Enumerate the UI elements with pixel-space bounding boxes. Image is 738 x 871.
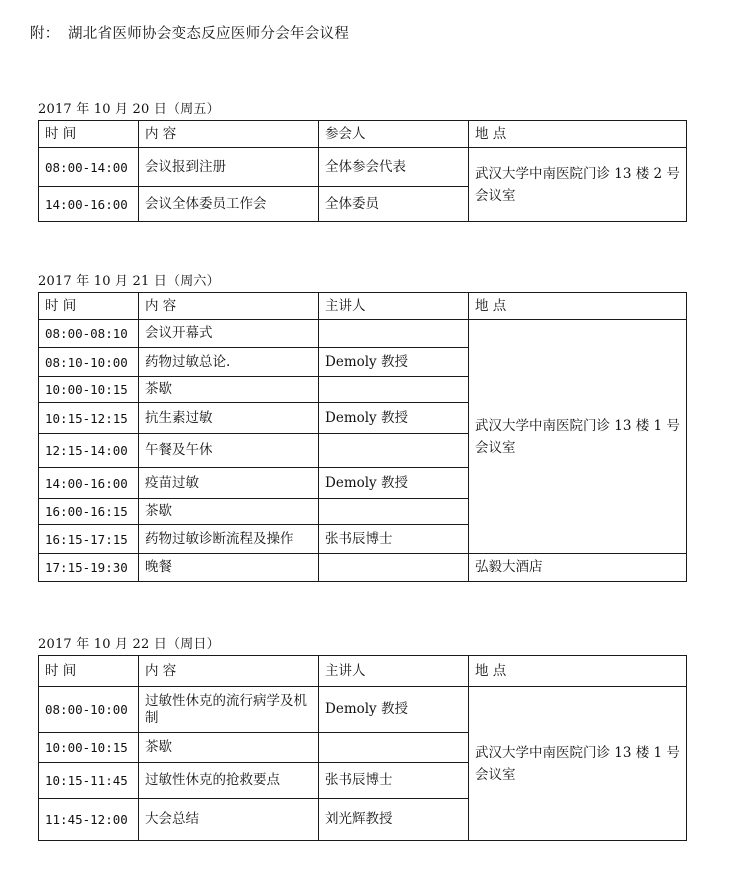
day-block-2 [38, 270, 686, 582]
row-time: 14:00-16:00 [39, 187, 139, 222]
day-heading: 2017 年 10 月 21 日（周六） [38, 274, 220, 289]
title-prefix: 附： [30, 26, 60, 42]
row-content: 茶歇 [139, 377, 319, 403]
header-time: 时 间 [39, 121, 139, 148]
day-heading: 2017 年 10 月 22 日（周日） [38, 637, 220, 652]
row-time: 08:00-08:10 [39, 320, 139, 348]
row-person: Demoly 教授 [319, 403, 469, 434]
row-person [319, 377, 469, 403]
row-person: 全体委员 [319, 187, 469, 222]
row-person: 张书辰博士 [319, 763, 469, 799]
row-content: 药物过敏诊断流程及操作 [139, 525, 319, 554]
row-time: 16:00-16:15 [39, 499, 139, 525]
header-location: 地 点 [469, 121, 687, 148]
table-row [39, 687, 687, 733]
row-person [319, 499, 469, 525]
table-row [39, 554, 687, 582]
row-location: 弘毅大酒店 [469, 554, 687, 582]
row-location: 武汉大学中南医院门诊 13 楼 2 号会议室 [469, 148, 687, 222]
row-content: 过敏性休克的流行病学及机制 [139, 687, 319, 733]
table-header-row [39, 293, 687, 320]
page-title [30, 22, 349, 43]
row-time: 10:00-10:15 [39, 377, 139, 403]
row-content: 疫苗过敏 [139, 468, 319, 499]
schedule-table [38, 655, 687, 841]
row-time: 17:15-19:30 [39, 554, 139, 582]
row-content: 晚餐 [139, 554, 319, 582]
table-header-row [39, 121, 687, 148]
header-location: 地 点 [469, 656, 687, 687]
row-person [319, 554, 469, 582]
row-person: Demoly 教授 [319, 348, 469, 377]
row-person: 张书辰博士 [319, 525, 469, 554]
row-content: 茶歇 [139, 499, 319, 525]
row-person: 刘光辉教授 [319, 799, 469, 841]
row-person: Demoly 教授 [319, 687, 469, 733]
header-person: 主讲人 [319, 656, 469, 687]
header-content: 内 容 [139, 656, 319, 687]
schedule-table [38, 292, 687, 582]
row-time: 10:00-10:15 [39, 733, 139, 763]
row-time: 10:15-11:45 [39, 763, 139, 799]
row-content: 会议全体委员工作会 [139, 187, 319, 222]
day-heading: 2017 年 10 月 20 日（周五） [38, 102, 220, 117]
header-time: 时 间 [39, 656, 139, 687]
row-time: 12:15-14:00 [39, 434, 139, 468]
header-person: 主讲人 [319, 293, 469, 320]
row-content: 抗生素过敏 [139, 403, 319, 434]
row-time: 10:15-12:15 [39, 403, 139, 434]
row-content: 药物过敏总论. [139, 348, 319, 377]
title-text: 湖北省医师协会变态反应医师分会年会议程 [68, 26, 350, 42]
row-person: Demoly 教授 [319, 468, 469, 499]
header-content: 内 容 [139, 121, 319, 148]
table-header-row [39, 656, 687, 687]
row-time: 08:00-14:00 [39, 148, 139, 187]
header-person: 参会人 [319, 121, 469, 148]
header-time: 时 间 [39, 293, 139, 320]
row-person [319, 434, 469, 468]
row-person: 全体参会代表 [319, 148, 469, 187]
row-time: 11:45-12:00 [39, 799, 139, 841]
row-person [319, 733, 469, 763]
row-content: 大会总结 [139, 799, 319, 841]
row-time: 16:15-17:15 [39, 525, 139, 554]
schedule-table [38, 120, 687, 222]
row-time: 08:00-10:00 [39, 687, 139, 733]
row-person [319, 320, 469, 348]
row-content: 会议开幕式 [139, 320, 319, 348]
row-content: 午餐及午休 [139, 434, 319, 468]
row-content: 过敏性休克的抢救要点 [139, 763, 319, 799]
header-location: 地 点 [469, 293, 687, 320]
header-content: 内 容 [139, 293, 319, 320]
row-location: 武汉大学中南医院门诊 13 楼 1 号会议室 [469, 320, 687, 554]
row-time: 08:10-10:00 [39, 348, 139, 377]
day-block-1 [38, 98, 686, 222]
row-content: 茶歇 [139, 733, 319, 763]
day-block-3 [38, 633, 686, 841]
row-time: 14:00-16:00 [39, 468, 139, 499]
row-location: 武汉大学中南医院门诊 13 楼 1 号会议室 [469, 687, 687, 841]
table-row [39, 320, 687, 348]
table-row [39, 148, 687, 187]
row-content: 会议报到注册 [139, 148, 319, 187]
